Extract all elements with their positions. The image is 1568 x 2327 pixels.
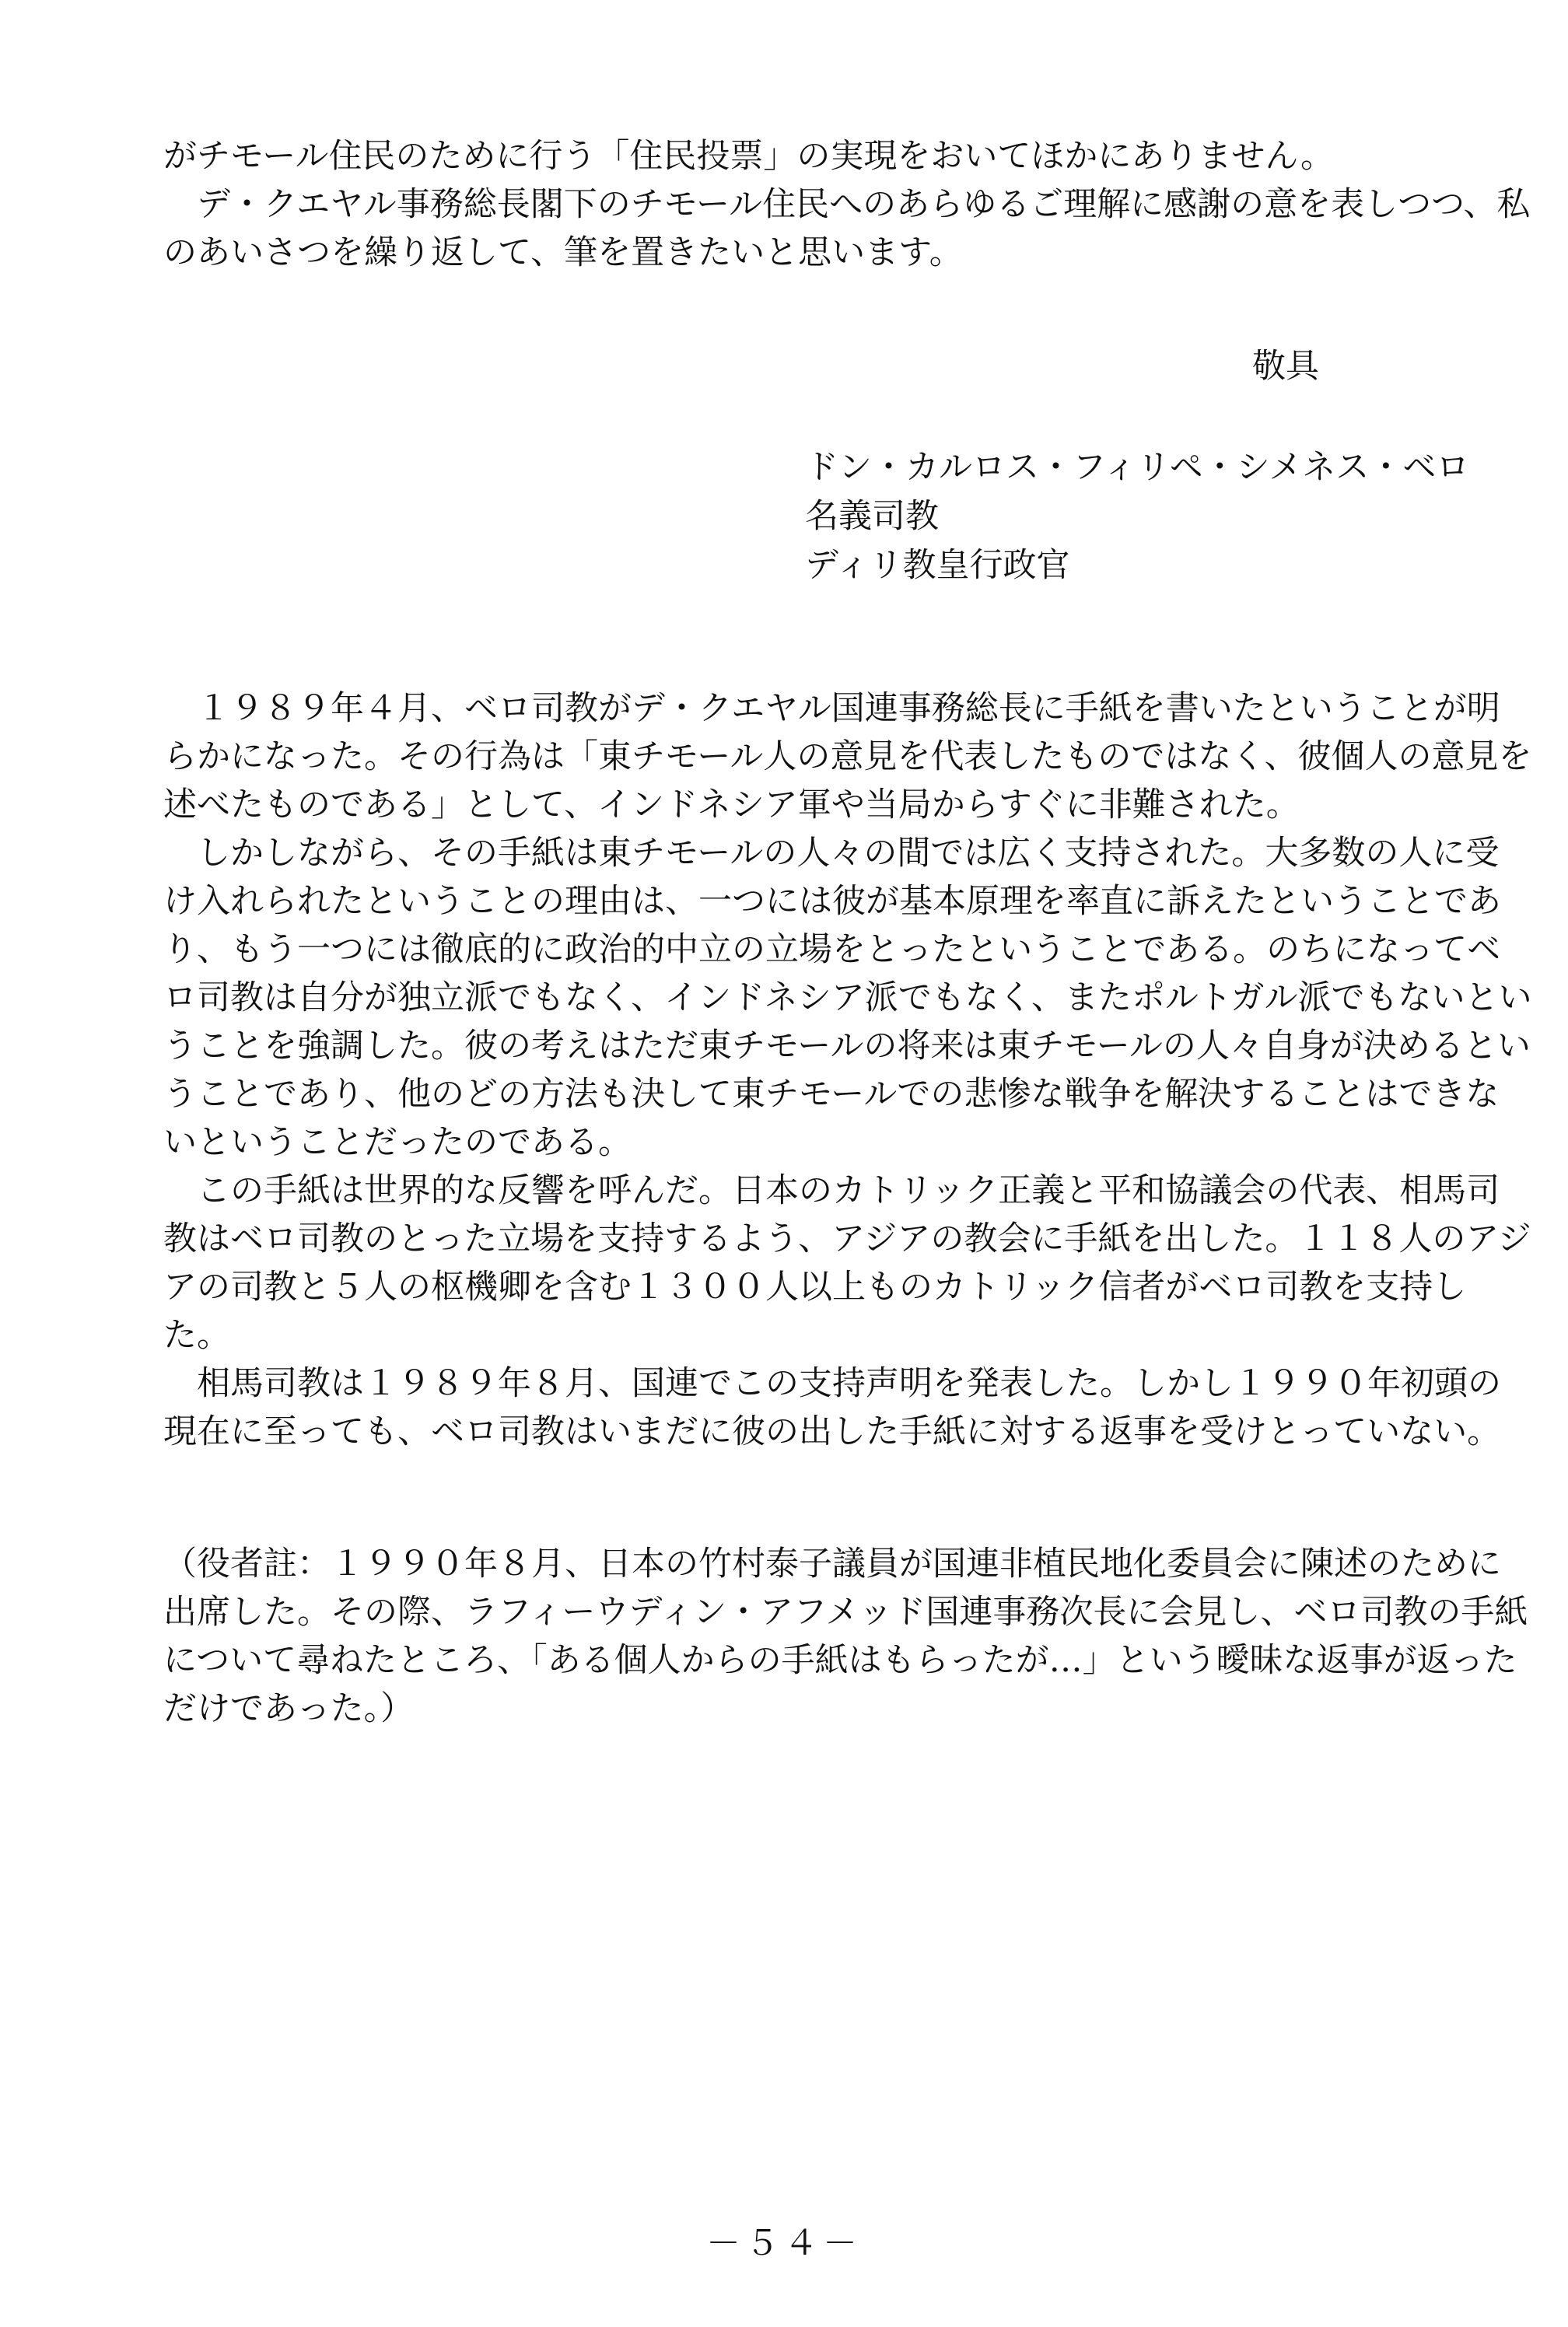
letter-paragraph: がチモール住民のために行う「住民投票」の実現をおいてほかにありません。: [163, 137, 1334, 176]
translator-note: [163, 1540, 1532, 1733]
body-paragraph: １９８９年４月、ベロ司教がデ・クエヤル国連事務総長に手紙を書いたということが明らかになった。その行為は「東チモール人の意見を代表したものではなく、彼個人の意見を述べたものである」として、インドネシア軍や当局からすぐに非難された。: [163, 689, 1532, 824]
body-paragraph: しかしながら、その手紙は東チモールの人々の間では広く支持された。大多数の人に受け入れられたということの理由は、一つには彼が基本原理を率直に訴えたということであり、もう一つには徹底的に政治的中立の立場をとったということである。のちになってベロ司教は自分が独立派でもなく、インドネシア派でもなく、またポルトガル派でもないということを強調した。彼の考えはただ東チモールの将来は東チモールの人々自身が決めるということであり、他のどの方法も決して東チモールでの悲惨な戦争を解決することはできないということだったのである。: [163, 834, 1532, 1162]
note-paragraph: （役者註：１９９０年８月、日本の竹村泰子議員が国連非植民地化委員会に陳述のために出席した。その際、ラフィーウディン・アフメッド国連事務次長に会見し、ベロ司教の手紙について尋ねたところ、「ある個人からの手紙はもらったが…」という曖昧な返事が返っただけであった。）: [163, 1545, 1528, 1728]
page-number: －５４－: [706, 2224, 862, 2263]
signature-name: ドン・カルロス・フィリペ・シメネス・ベロ: [805, 448, 1470, 487]
closing-salutation: 敬具: [1252, 347, 1319, 386]
body-paragraph: 相馬司教は１９８９年８月、国連でこの支持声明を発表した。しかし１９９０年初頭の現在に至っても、ベロ司教はいまだに彼の出した手紙に対する返事を受けとっていない。: [163, 1364, 1501, 1451]
letter-paragraph: デ・クエヤル事務総長閣下のチモール住民へのあらゆるご理解に感謝の意を表しつつ、私のあいさつを繰り返して、筆を置きたいと思います。: [163, 185, 1531, 272]
signature-position: ディリ教皇行政官: [805, 546, 1070, 585]
signature-title: 名義司教: [805, 497, 939, 536]
signature-block: [805, 443, 1469, 590]
letter-ending: [163, 132, 1532, 277]
narrative-body: [163, 684, 1532, 1456]
body-paragraph: この手紙は世界的な反響を呼んだ。日本のカトリック正義と平和協議会の代表、相馬司教はベロ司教のとった立場を支持するよう、アジアの教会に手紙を出した。１１８人のアジアの司教と５人の枢機卿を含む１３００人以上ものカトリック信者がベロ司教を支持した。: [163, 1171, 1531, 1355]
